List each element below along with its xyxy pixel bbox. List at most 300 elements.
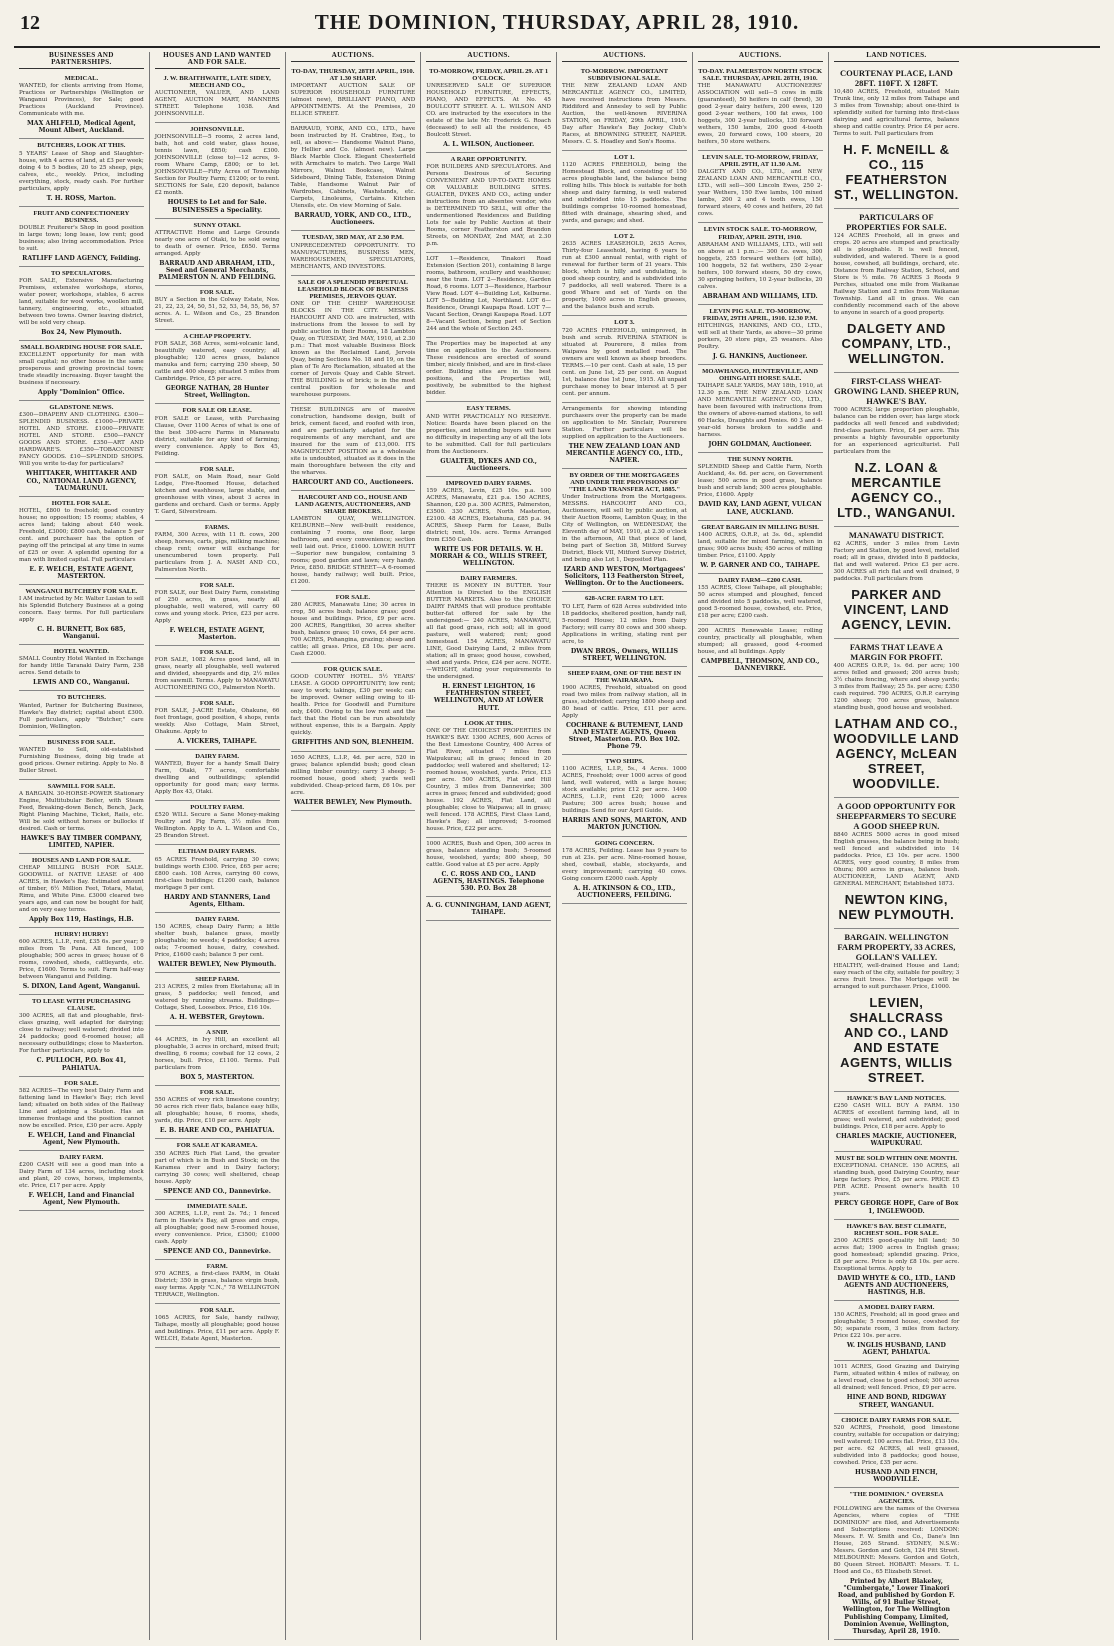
ad-body-text: FOR SALE, 1082 Acres good land, all in grass, nearly all ploughable, well watered and divided, sheepyards and dip, 2½ miles from sawmill. Terms. Apply to MANAWATU AUCTIONEERING CO., Palmerston North. [154,657,280,692]
ad-signature: COCHRANE & BUTEMENT, LAND AND ESTATE AGENTS, Queen Street, Masterton. P.O. Box 102. Phone 79. [565,721,683,751]
advertisement [155,72,280,123]
advertisement [698,365,823,453]
ad-body-text: ONE OF THE CHOICEST PROPERTIES IN HAWKE'S BAY. 1300 ACRES, 600 Acres of the Best Limestone Country, 400 Acres of Flat River, situated 7 miles from Waipukurau; all in grass; fenced in 20 paddocks; well watered and sheltered; 12-roomed house, woolshed, yards. Price, £13 per acre. 500 ACRES, Flat and Hill Country, 3 miles from Dannevirke; 300 acres in grass; fenced and subdivided; good house. 192 ACRES, Flat Land, all ploughable; close to Waipawa; all in grass; well fenced. 178 ACRES, First Class Land, Hawke's Bay; all improved; 5-roomed house. Price, £22 per acre. [426,727,552,832]
ad-heading: A GOOD OPPORTUNITY FOR SHEEPFARMERS TO SECURE A GOOD SHEEP RUN. [836,801,957,832]
advertisement [834,1488,960,1640]
ad-body-text: 8840 ACRES 5000 acres in good mixed English grasses, the balance being in bush; well fenced and subdivided into 14 paddocks. Price, £3 10s. per acre. 1500 ACRES, very good country, 8 miles from Ohura; 800 acres in grass, balance bush. AUCTIONEER, LAND AGENT, AND GENERAL MERCHANT, Established 1873. [833,832,960,888]
advertisement [19,267,144,341]
ad-heading: DAIRY FARM. [59,1153,104,1161]
ad-body-text: 2635 ACRES LEASEHOLD, 2635 Acres, Thirty-four Leasehold, having 6 years to run at £300 annual rental, with right of renewal for further term of 21 years. This block, which is hilly and undulating, is good sheep country, and is subdivided into 7 paddocks, all well watered. There is a good Whare and set of Yards on the property, 1000 acres in English grasses, and the balance bush and scrub. [562,241,687,311]
ad-signature: THE NEW ZEALAND LOAN AND MERCANTILE AGENCY CO., LTD., NAPIER. [565,442,683,464]
ad-heading: BUSINESS FOR SALE. [47,738,116,746]
ad-heading: PARTICULARS OF PROPERTIES FOR SALE. [846,212,947,233]
ad-heading: CHOICE DAIRY FARMS FOR SALE. [841,1416,952,1424]
advertisement [291,663,416,751]
ad-heading: WANGANUI BUTCHERY FOR SALE. [25,587,138,595]
ad-body-text: CHEAP MILLING BUSH FOR SALE. GOODWILL of NATIVE LEASE of 400 ACRES, in Hawke's Bay. Estimated amount of timber, 6½ Million Feet, Totara, Matai, Rimu, and White Pine. £3000 cleared two years ago, and can now be bought for half, and on very easy terms. [19,865,144,913]
ad-body-text: 720 ACRES FREEHOLD, unimproved, in bush and scrub. RIVERINA STATION is situated at Pourerere, 8 miles from Waipawa by good metalled road. The owners are well known as sheep breeders. TERMS.—10 per cent. Cash at sale, 15 per cent. on June 1st, 25 per cent. on August 1st, balance due 1st June, 1915. All unpaid purchase money to bear interest at 5 per cent. per annum. [562,327,687,397]
ad-body-text: LOT 1—Residence, Tinakori Road Extension (Section 201), containing 8 large rooms, bathroom, scullery and washhouse; near the tram. LOT 2—Residence, Garden Road, 6 rooms. LOT 3—Residence, Harbour View Road. LOT 4—Building Lot, Kelburne. LOT 5—Building Lot, Northland. LOT 6—Residence, Orangi Kaupapa Road. LOT 7—Vacant Section, Orangi Kaupapa Road. LOT 8—Vacant Section, being part of Section 244 and the whole of Section 245. [426,256,551,333]
ad-signature: WALTER BEWLEY, New Plymouth. [158,960,277,968]
ad-heading: HAWKE'S BAY. BEST CLIMATE, RICHEST SOIL. FOR SALE. [846,1222,947,1237]
ad-heading: FOR SALE. [199,1306,235,1314]
advertisement [155,845,280,912]
advertisement [426,477,551,572]
ad-signature: GEORGE NATHAN, 28 Hunter Street, Wellington. [165,385,269,400]
advertisement [155,1260,280,1304]
ad-signature: W. P. GARNER AND CO., TAIHAPE. [700,561,820,569]
column [829,52,965,1640]
ad-body-text: FARM, 300 Acres, with 11 ft. cows, 200 sheep, horses, carts, pigs, milking machine; cheap rent; owner will exchange for unencumbered town property. Full particulars from J. A. NASH AND CO., Palmerston North. [154,531,280,573]
advertisement [698,521,823,574]
advertisement [155,286,280,330]
ad-body-text: 350 ACRES Rich Flat Land, the greater part of which is in Bush and Stock; on the Karamea river and in Dairy factory; carrying 30 cows; well sheltered, cheap house. Apply [154,1150,280,1185]
ad-body-text: 1120 ACRES FREEHOLD, being the Homestead Block, and consisting of 150 acres ploughable land, the balance being rolling hills. This block is suitable for both sheep and dairy farming, is well watered and subdivided into 15 paddocks. The buildings comprise 10-roomed homestead, fitted with drainage, shearing shed, and yards, and garage; and shed. [562,162,687,225]
ad-signature: WHITTAKER, WHITTAKER AND CO., NATIONAL LAND AGENCY, TAUMARUNUI. [25,470,137,492]
ad-signature: CHARLES MACKIE, AUCTIONEER, WAIPUKURAU. [836,1133,957,1148]
ad-heading: A MODEL DAIRY FARM. [858,1304,935,1312]
ad-signature: HUSBAND AND FINCH, WOODVILLE. [854,1468,938,1483]
columns [14,52,1100,1640]
advertisement [155,404,280,462]
ad-heading: MANAWATU DISTRICT. [848,530,944,541]
ad-heading: MEDICAL. [64,75,99,83]
column [421,52,557,1640]
ad-heading: SALE OF A SPLENDID PERPETUAL LEASEHOLD BLOCK OF BUSINESS PREMISES, JERVOIS QUAY. [297,278,409,300]
ad-heading: IMMEDIATE SALE. [186,1202,248,1210]
ad-heading: TUESDAY, 3RD MAY, AT 2.30 P.M. [301,234,404,242]
ad-heading: FOR QUICK SALE. [323,666,383,674]
ad-body-text: 1900 ACRES, Freehold, situated on good road two miles from railway station, all in grass, subdivided; carrying 1800 sheep and 80 head of cattle. Price, £11 per acre. Apply [562,684,687,719]
ad-heading: FOR SALE OR LEASE. [182,407,252,415]
advertisement [562,65,687,151]
advertisement [698,453,823,520]
ad-signature: T. H. ROSS, Marton. [46,194,117,202]
advertisement [698,625,823,677]
ad-heading: FARMS THAT LEAVE A MARGIN FOR PROFIT. [849,642,943,663]
ad-heading: FOR SALE. [199,465,235,473]
ad-heading: TO BUTCHERS. [56,694,106,702]
ad-signature: C. PULLOCH, P.O. Box 41, PAHIATUA. [36,1057,127,1072]
column [150,52,286,1640]
ad-signature: DALGETY AND COMPANY, LTD., WELLINGTON. [841,321,952,367]
ad-heading: FOR SALE. [199,289,235,297]
column [286,52,422,1640]
ad-body-text: ABRAHAM AND WILLIAMS, LTD., will sell on above at 1 p.m.:— 300 f.o. ewes, 300 hoggets, 255 forward wethers (off hills), 100 hoggets, 52 fat wethers, 250 2-year heifers, 100 forward steers, 50 dry cows, 30 springing heifers, 10 2-year bullocks, 20 calves. [697,241,823,290]
ad-body-text: FOR SALE, on Main Road, near Gold Lodge, Five-Roomed House, detached kitchen and washhouse, large stable, and greenhouse with vines, about 3 acres in gardens and orchard. Cash or terms. Apply T. Gard, Silverstream. [154,473,280,515]
ad-heading: TO-MORROW. IMPORTANT SUBDIVISIONAL SALE. [580,68,668,83]
ad-heading: A CHEAP PROPERTY. [183,333,251,341]
advertisement [291,591,416,663]
ad-heading: IMPROVED DAIRY FARMS. [445,479,532,487]
advertisement [291,752,416,811]
ad-heading: LOT 1. [614,154,635,162]
ad-signature: HINE AND BOND, RIDGWAY STREET, WANGANUI. [846,1394,946,1409]
ad-body-text: FOR SALE, Extensive Manufacturing Premises, extensive workshops, stores, water power, workshops, stables, 6 acres land, suitable for wool works, woollen mill, tannery, engineering, etc., situated between two towns. Owner leaving district, will be sold very cheap. [19,278,144,327]
ad-body-text: Under Instructions from the Mortgagees. MESSRS. HARCOURT AND CO., Auctioneers, will sell by public auction, at their Auction Rooms, Lambton Quay, in the City of Wellington, on WEDNESDAY, the Eleventh day of MAY, 1910, at 2.30 o'clock in the afternoon, All that piece of land, being part of Section 38, Mitford Survey District, Block VII, Mitford Survey District, and being also Lot 1, Deposited Plan. [562,494,687,564]
ad-body-text: EXCELLENT opportunity for man with small capital; no other house in the same prosperous and growing provincial town; trade steadily increasing. Buyer taught the business if necessary. [19,352,144,387]
advertisement [155,330,280,404]
ad-signature: JOHN GOLDMAN, Auctioneer. [708,441,812,449]
advertisement [291,123,416,231]
ad-signature: J. G. HANKINS, Auctioneer. [712,352,808,360]
ad-body-text: UNPRECEDENTED OPPORTUNITY. TO MANUFACTURERS, BUSINESS MEN, WAREHOUSEMEN, SPECULATORS, MERCHANTS, AND INVESTORS. [290,242,416,270]
advertisement [834,1220,960,1301]
ad-signature: BARRAUD AND ABRAHAM, LTD., Seed and General Merchants, PALMERSTON N. AND FEILDING. [158,259,276,281]
advertisement [834,798,960,929]
advertisement [834,1414,960,1488]
ad-body-text: FOR BUILDERS AND SPECULATORS. And Persons Desirous of Securing CONVENIENT AND UP-TO-DATE HOMES OR VALUABLE BUILDING SITES. GUALTER, DYKES AND CO., acting under instructions from an absentee vendor, who is DETERMINED TO SELL, will offer the undermentioned Residences and Building Lots for sale by Public Auction at their Rooms, corner Featherston and Brandon Streets, on MONDAY, 2nd MAY, at 2.30 p.m. [426,164,551,248]
ad-body-text: 44 ACRES, in Ivy Hill, an excellent all ploughable, 3 acres in orchard, mixed fruit; dwelling, 6 rooms; cowbail for 12 cows, 2 horses, bull. Price, £1100. Terms. Full particulars from [154,1037,280,1072]
advertisement [19,780,144,854]
ad-signature: NEWTON KING, NEW PLYMOUTH. [838,892,955,923]
ad-body-text: WANTED to Sell, old-established Furnishing Business, doing big trade at good prices. Owner retiring. Apply to No. 8 Buller Street. [19,746,144,774]
ad-signature: SPENCE AND CO., Dannevirke. [163,1247,271,1255]
ad-body-text: AUCTIONEER, VALUER, AND LAND AGENT, AUCTION MART, MANNERS STREET. Telephone 1038. And JOHNSONVILLE. [154,90,280,118]
column [14,52,150,1640]
ad-body-text: AND WITH PRACTICALLY NO RESERVE. Notice: Boards have been placed on the properties, and intending buyers will have no difficulty in inspecting any of all the lots to be submitted. Call for full particulars from the Auctioneers. [426,413,551,455]
ad-body-text: 1000 ACRES, Bush and Open, 300 acres in grass, balance standing bush; 5-roomed house, woolshed, yards; 800 sheep, 50 cattle. Good value at £5 per acre. Apply [426,840,551,868]
column [557,52,693,1640]
advertisement [834,1361,960,1413]
column-header: HOUSES AND LAND WANTED AND FOR SALE. [155,52,280,69]
ad-body-text: BUY a Section in the Colway Estate, Nos. 21, 22, 23, 24, 50, 51, 52, 53, 54, 55, 56, 57 acres. A. L. Wilson and Co., 25 Brandon Street. [154,297,280,325]
ad-signature: F. WELCH, Land and Financial Agent, New Plymouth. [28,1192,135,1207]
ad-body-text: BARRAUD, YORK, AND CO., LTD., have been instructed by H. Crabtree, Esq., to sell, as above:— Handsome Walnut Piano, by Hellier and Co. (almost new). Large Black Marble Clock. Elegant Chesterfield with Armchairs to match. Two Large Wall Mirrors, Walnut Bookcase, Walnut Sideboard, Dining Table, Extension Dining Table, Handsome Walnut Pair of Wardrobes, Cabinets, Washstands, etc. Carpets, Linoleums, Curtains. Kitchen Utensils, etc. On view Morning of Sale. [290,126,416,210]
ad-heading: LOT 2. [614,233,635,241]
ad-body-text: DOUBLE Fruiterer's Shop in good position in large town; long lease, low rent; good business; also living accommodation. Price to suit. [19,224,144,252]
ad-signature: PARKER AND VINCENT, LAND AGENCY, LEVIN. [841,587,952,633]
advertisement [19,1151,144,1211]
advertisement [19,72,144,139]
advertisement [19,854,144,928]
paper-title: THE DOMINION, THURSDAY, APRIL 28, 1910. [314,10,800,34]
advertisement [834,1092,960,1152]
ad-signature: MAX AHLFELD, Medical Agent, Mount Albert, Auckland. [26,120,136,135]
ad-body-text: SPLENDID Sheep and Cattle Farm, North Auckland, 4s. 6d. per acre, on Government lease; 500 acres in good grass, balance bush and scrub land; 300 acres ploughable. Price, £1600. Apply [697,464,823,499]
ad-body-text: 520 ACRES, Freehold, good limestone country, suitable for occupation or dairying; well watered; 100 acres flat. Price, £13 10s. per acre. 62 ACRES, all well grassed, subdivided into 8 paddocks; good house, cowshed. Price, £35 per acre. [833,1424,960,1466]
ad-signature: C. C. ROSS AND CO., LAND AGENTS, HASTINGS. Telephone 530. P.O. Box 28 [433,870,545,892]
masthead [14,10,1100,48]
ad-heading: MOAWHANGO, HUNTERVILLE, AND OHINGAITI HORSE SALE. [702,368,819,383]
advertisement [562,667,687,756]
ad-body-text: IMPORTANT AUCTION SALE OF SUPERIOR HOUSEHOLD FURNITURE (almost new), BRILLIANT PIANO, AND APPOINTMENTS. At the Premises, 20 ELLICE STREET. [290,83,416,118]
advertisement [155,750,280,801]
ad-signature: E. F. WELCH, ESTATE AGENT, MASTERTON. [29,565,134,580]
ad-heading: TO-DAY. PALMERSTON NORTH STOCK SALE. THURSDAY, APRIL 28TH, 1910. [698,68,823,83]
ad-body-text: 178 ACRES, Feilding. Lease has 9 years to run at 23s. per acre. Nine-roomed house, shed, cowbail, stable, stockyards, and every improvement; carrying 40 cows. Going concern £2000 cash. Apply [562,847,687,882]
ad-heading: JOHNSONVILLE. [190,126,245,134]
ad-body-text: 600 ACRES, L.I.P., rent, £35 6s. per year; 9 miles from Te Puna. All fenced, 100 ploughable; 500 acres in grass; house of 6 rooms, cowshed, sheds, cattleyards, etc. Price, £1600. Terms to suit. Farm half-way between Wanganui and Feilding. [19,939,144,981]
ad-body-text: EXCEPTIONAL CHANCE. 150 ACRES, all standing bush, good Dairying Country, near large factory. Price, £5 per acre. PRICE £5 PER ACRE. Present owner's health 10 years. [833,1163,960,1198]
advertisement [426,253,551,338]
ad-signature: H. ERNEST LEIGHTON, 16 FEATHERSTON STREET, WELLINGTON, AND AT LOWER HUTT. [433,683,544,712]
ad-signature: A. H. WEBSTER, Greytown. [169,1014,265,1021]
ad-signature: LATHAM AND CO., WOODVILLE LAND AGENCY, McLEAN STREET, WOODVILLE. [833,716,960,792]
ad-heading: HURRY! HURRY! [54,931,109,939]
advertisement [698,65,823,151]
column-header: AUCTIONS. [426,52,551,62]
advertisement [19,928,144,995]
advertisement [562,592,687,666]
ad-signature: GUALTER, DYKES AND CO., Auctioneers. [440,457,537,472]
ad-body-text: THE NEW ZEALAND LOAN AND MERCANTILE AGENCY CO., LIMITED, have received instructions from Messrs. Riddiford and Annesley to sell by Public Auction, the well-known RIVERINA STATION, on FRIDAY, 29th APRIL, 1910. Day after Hawke's Bay Jockey Club's Races, at BROWNING STREET, NAPIER. Messrs. C. S. Hoadley and Son's Rooms. [562,83,687,146]
ad-body-text: 280 ACRES, Manawatu Line; 30 acres in crop, 50 acres bush; balance grass; good house and buildings. Price, £9 per acre. 200 ACRES, Rangitikei, 30 acres shelter bush, balance grass; 10 cows, £4 per acre. 700 ACRES, Pohangina, grazing; sheep and cattle; all grass. Price, £8 10s. per acre. Cash £2000. [290,602,416,658]
advertisement [698,223,823,304]
ad-body-text: WANTED, Buyer for a handy Small Dairy Farm, Otaki, 77 acres, comfortable dwelling and outbuildings; splendid opportunity for good man; easy terms. Apply Box 43, Otaki. [154,761,280,796]
advertisement [426,153,551,253]
ad-body-text: 1011 ACRES, Good Grazing and Dairying Farm, situated within 4 miles of railway, on a level road, close to good school; 300 acres all drained; well fenced. Price, £9 per acre. [833,1364,960,1392]
ad-heading: 628-ACRE FARM TO LET. [585,595,664,603]
ad-heading: GREAT BARGAIN IN MILLING BUSH. [701,523,819,531]
advertisement [155,697,280,750]
advertisement [426,572,551,716]
ad-body-text: JOHNSONVILLE—5 rooms, 2 acres land, bath, hot and cold water, glass house, tennis lawn, £850; cash £300. JOHNSONVILLE (close to)—12 acres, 9-room Whare Camp, £800; or to let. JOHNSONVILLE—Fifty Acres of Township Section for Poultry Farm; £1200; or to rent. SECTIONS for Sale, £20 deposit, balance £2 month. [154,134,280,197]
ad-heading: SHEEP FARM, ONE OF THE BEST IN THE WAIRARAPA. [567,669,681,684]
ad-heading: LEVIN SALE. TO-MORROW, FRIDAY, APRIL 29TH, AT 11.30 A.M. [702,154,819,169]
ad-heading: FOR SALE. [64,1079,99,1087]
advertisement [426,338,551,402]
ad-body-text: FOR SALE, our Best Dairy Farm, consisting of 250 acres, in grass, nearly all ploughable, well watered, will carry 60 cows and young stock. Price, £23 per acre. Apply [154,589,280,624]
ad-heading: BARGAIN. WELLINGTON FARM PROPERTY, 33 ACRES, GOLLAN'S VALLEY. [837,932,956,963]
ad-signature: A. VICKERS, TAIHAPE. [177,738,257,746]
ad-body-text: 2500 ACRES good-quality hill land; 50 acres flat; 1900 acres in English grass; good homestead; splendid grazing. Price, £8 per acre. Price is only £8 10s. per acre. Exceptional terms. Apply to [833,1237,960,1272]
ad-heading: DAIRY FARM. [195,915,239,923]
advertisement [155,913,280,973]
advertisement [155,801,280,845]
ad-heading: HAWKE'S BAY LAND NOTICES. [846,1095,946,1103]
ad-signature: Apply Box 119, Hastings, H.B. [29,916,134,923]
advertisement [155,1304,280,1348]
advertisement [155,1139,280,1199]
ad-body-text: 300 ACRES, all flat and ploughable, first-class grazing, well adapted for dairying; close to railway; well watered; divided into 24 paddocks; good 6-roomed house; all necessary outbuildings; close to Masterton. For further particulars, apply to [19,1013,144,1055]
ad-heading: FOR SALE. [199,700,235,708]
ad-signature: LEWIS AND CO., Wanganui. [33,679,130,687]
ad-body-text: 155 ACRES, Close Taihape, all ploughable; 50 acres stumped and ploughed, fenced and divided into 5 paddocks, well watered, good 5-roomed house, cowshed, etc. Price, £18 per acre; £200 cash. [697,584,823,619]
ad-signature: RATLIFF LAND AGENCY, Feilding. [22,254,141,262]
ad-body-text: 200 ACRES Renewable Lease; rolling country, practically all ploughable, when stumped; all grassed, good 4-roomed house, and all buildings. Apply [697,627,823,655]
ad-signature: H. F. McNEILL & CO., 115 FEATHERSTON ST., WELLINGTON. [833,142,959,203]
ad-heading: SUNNY OTAKI. [193,221,241,229]
ad-heading: FIRST-CLASS WHEAT-GROWING LAND. SHEEP RUN, HAWKE'S BAY. [834,376,959,407]
ad-body-text: 300 ACRES, L.I.P., rent 2s. 7d.; 1 fenced farm in Hawke's Bay, all grass and crops, all ploughable; good new 5-roomed house, every convenience. Price, £3500; £1000 cash. Apply [154,1210,280,1245]
ad-heading: LOOK AT THIS. [464,719,513,727]
advertisement [426,65,551,153]
advertisement [19,1077,144,1151]
advertisement [155,463,280,521]
ad-body-text: 65 ACRES Freehold, carrying 30 cows; buildings worth £300. Price, £65 per acre; £800 cash. 108 Acres, carrying 60 cows, first-class buildings; £1200 cash, balance mortgage 5 per cent. [154,856,280,891]
ad-signature: W. INGLIS HUSBAND, LAND AGENT, PAHIATUA. [846,1342,946,1357]
advertisement [19,497,144,585]
ad-signature: Printed by Albert Blakeley, "Cumbergate," Lower Tinakori Road, and published by Gordon F. Wills, of 91 Buller Street, Wellington, for The Wellington Publishing Company, Limited, Dominion Avenue, Wellington, Thursday, April 28, 1910. [837,1578,955,1635]
ad-body-text: UNRESERVED SALE OF SUPERIOR HOUSEHOLD FURNITURE, EFFECTS, PIANO, AND EFFECTS. At No. 45 BOULCOTT STREET. A. L. WILSON AND CO. are instructed by the executors in the estate of the late Mr. Frederick G. Roach (deceased) to sell all the residence, 45 Boulcott Street. [426,83,551,139]
ad-body-text: A BARGAIN. 30-HORSE-POWER Stationary Engine, Multitubular Boiler, with Steam Feed, Breaking-down Bench, Bench, Jack, Right Planing Machine, Ticket, Rails, etc. Will be sold without horses or bullocks if desired. Cash or terms. [19,790,144,832]
ad-signature: WALTER BEWLEY, New Plymouth. [293,798,412,806]
advertisement [155,521,280,579]
ad-signature: GRIFFITHS AND SON, BLENHEIM. [291,739,414,747]
ad-heading: FOR SALE. [199,648,235,656]
advertisement [155,1200,280,1260]
ad-heading: GOING CONCERN. [594,839,655,847]
advertisement [19,691,144,735]
ad-body-text: GOOD COUNTRY HOTEL. 5½ YEARS' LEASE. A GOOD OPPORTUNITY; low rent; easy to work; takings, £30 per week; can be improved. Owner selling owing to ill-health. Price for Goodwill and Furniture only, £400. Owing to the low rent and the fact that the Hotel can be run absolutely without expense, this is a Bargain. Apply quickly. [290,674,416,737]
ad-signature: E. B. HARE AND CO., PAHIATUA. [159,1127,275,1135]
ad-body-text: 1100 ACRES, L.I.P., 5s., 4 Acres. 1000 ACRES, Freehold; over 1000 acres of good land, well watered, with a large house; stock available; price £12 per acre. 1400 ACRES, L.I.P., rent £20; 1000 acres Pasture; 300 acres bush; house and buildings. Send for our April Guide. [562,766,687,815]
ad-body-text: 550 ACRES of very rich limestone country; 50 acres rich river flats, balance easy hills, all ploughable; house, 6 rooms, sheds, yards, dip. Price, £10 per acre. Apply [154,1097,280,1125]
ad-body-text: 124 ACRES Freehold, all in grass and crops. 20 acres are stumped and practically all is ploughable. It is well fenced, subdivided, and watered. There is a good house, cowshed, all buildings, orchard, etc. Distance from Railway Station, School, and Store is ½ mile. 76 ACRES 3 Roods 9 Perches, situated one mile from Waikanae Railway Station and 2 miles from Waikanae Township. Land all in grass. We can confidently recommend each of the above to anyone in search of a good property. [833,233,960,317]
column-header: BUSINESSES AND PARTNERSHIPS. [19,52,144,69]
ad-heading: DAIRY FARM. [195,753,239,761]
ad-body-text: HEALTHY, well-drained House and Land; easy reach of the city, suitable for poultry; 3 acres fruit trees. The Mortgage will be arranged to suit purchaser. Price, £1000. [833,963,960,991]
ad-heading: LEVIN PIG SALE. TO-MORROW, FRIDAY, 29TH APRIL, 1910. 12.30 P.M. [702,307,818,322]
ad-body-text: LAMBTON QUAY, WELLINGTON. KELBURNE—New well-built residence, containing 7 rooms, one floor, large bathroom, and every convenience; section well laid out. Price, £1600. LOWER HUTT—Superior new bungalow, containing 5 rooms; good garden and lawn; very handy. Price, £850. BRIDGE STREET—A 6-roomed house, handy railway; well built. Price, £1200. [290,516,416,586]
ad-body-text: Wanted, Partner for Butchering Business, Hawke's Bay district; capital about £300. Full particulars, apply "Butcher," care Dominion, Wellington. [19,702,144,730]
ad-heading: TWO SHIPS. [605,758,644,766]
advertisement [834,373,960,527]
advertisement [291,65,416,123]
advertisement [834,1152,960,1219]
ad-signature: CAMPBELL, THOMSON, AND CO., DANNEVIRKE. [700,657,820,672]
ad-signature: ABRAHAM AND WILLIAMS, LTD. [702,292,818,300]
ad-signature: HAWKE'S BAY TIMBER COMPANY, LIMITED, NAPIER. [20,834,143,849]
ad-body-text: TO LET, Farm of 628 Acres subdivided into 18 paddocks, sheltered position, handy rail, 5-roomed House; 12 miles from Dairy Factory; will carry 80 cows and 300 sheep. Applications in writing, stating rent per acre, to [562,603,687,645]
ad-signature: DWAN BROS., Owners, WILLIS STREET, WELLINGTON. [570,647,678,662]
advertisement [834,639,960,798]
advertisement [291,231,416,275]
ad-body-text: HITCHINGS, HANKINS, AND CO., LTD., will sell at their Yards, as above—30 prime porkers, 20 store pigs, 25 weaners. Also Poultry. [697,322,823,350]
advertisement [19,341,144,401]
advertisement [562,755,687,836]
ad-body-text: £520 WILL Secure a Sane Money-making Poultry and Pig Farm, 3½ miles from Wellington. Apply to A. L. Wilson and Co., 25 Brandon Street. [154,812,280,840]
ad-body-text: £200 CASH will see a good man into a Dairy Farm of 134 acres, including stock and plant, 20 cows, horses, implements, etc. Price, £17 per acre. Apply [19,1162,144,1190]
ad-heading: FOR SALE. [199,1089,235,1097]
ad-body-text: THERE IS MONEY IN BUTTER. Your Attention is Directed to the ENGLISH BUTTER MARKETS. Also to the CHOICE DAIRY FARMS that will produce profitable butter-fat offered for sale by the undersigned:— 240 ACRES, MANAWATU, all flat good grass, rich soil; all in good pasture, well watered; rent; good homestead. 154 ACRES, MANAWATU LINE, Good Dairying Land, 2 miles from station; all in grass; good house, cowshed, shed and yards. Price, £24 per acre. NOTE.—WEIGHT, stating your requirements to the undersigned. [426,583,551,681]
ad-signature: BOX 5, MASTERTON. [180,1074,255,1082]
ad-heading: SHEEP FARM. [195,975,240,983]
ad-signature: HARCOURT AND CO., Auctioneers. [292,478,414,486]
column-header: AUCTIONS. [698,52,823,62]
ad-signature: N.Z. LOAN & MERCANTILE AGENCY CO., LTD., WANGANUI. [837,460,956,521]
advertisement [155,973,280,1026]
ad-body-text: DALGETY AND CO., LTD., and NEW ZEALAND LOAN AND MERCANTILE CO., LTD., will sell—300 Lincoln Ewes, 250 2-year Wethers, 150 Ewe lambs, 100 mixed lambs, 200 2 and 4 tooth ewes, 150 forward steers, 40 cows and heifers, 20 fat cows. [697,169,823,218]
page-number: 12 [20,12,40,34]
ad-heading: J. W. BRAITHWAITE, LATE SIDEY, MEECH AND CO., [163,75,271,90]
column-header: AUCTIONS. [562,52,687,62]
ad-heading: BY ORDER OF THE MORTGAGEES AND UNDER THE PROVISIONS OF "THE LAND TRANSFER ACT, 1885." [568,471,681,494]
ad-body-text: FOR SALE, 368 Acres, semi-volcanic land, beautifully watered, easy country; all ploughable; 120 acres grass, balance manuka and fern; carrying 250 sheep, 50 cattle and 400 sheep; situated 5 miles from Cambridge. Price, £5 per acre. [154,341,280,383]
ad-heading: HOUSES AND LAND FOR SALE. [32,856,131,864]
ad-heading: TO-DAY, THURSDAY, 28TH APRIL, 1910. AT 1.30 SHARP. [291,68,415,83]
ad-heading: DAIRY FARM—£200 CASH. [718,576,802,584]
ad-body-text: HOTEL, £800 to freehold; good country house; no opposition; 15 rooms; stables, 4 acres land; taking about £40 week. Freehold, £3000; £800 cash, balance 5 per cent. and purchaser has the option of paying off the principal at any time in sums of £25 or over. A splendid opening for a man with limited capital. Full particulars [19,507,144,563]
ad-signature: IZARD AND WESTON, Mortgagees' Solicitors, 113 Featherston Street, Wellington. Or to the Auctioneers. [563,566,686,588]
ad-heading: FARMS. [204,523,230,531]
ad-heading: SMALL BOARDING HOUSE FOR SALE. [20,344,143,352]
advertisement [19,585,144,645]
advertisement [155,123,280,218]
ad-heading: GLADSTONE NEWS. [49,404,114,412]
ad-signature: PERCY GEORGE HOPE, Care of Box 1, INGLEWOOD. [834,1200,959,1215]
ad-body-text: ONE OF THE CHIEF WAREHOUSE BLOCKS IN THE CITY. MESSRS. HARCOURT AND CO. are instructed, with instructions from the lessee to sell by public auction in their Rooms, 18 Lambton Quay, on TUESDAY, 3rd MAY, 1910, at 2.30 p.m.: That most valuable Business Block known as the Reclaimed Land, Jervois Quay, being Sections No. 18 and 19, on the plan of Te Aro Reclamation, situated at the corner of Jervois Quay and Cable Street. THE BUILDING is of brick; is in the most central position for wholesale and warehouse purposes. [290,300,416,398]
ad-signature: HOUSES to Let and for Sale. BUSINESSES a Speciality. [167,199,267,214]
ad-body-text: £250 CASH WILL BUY A FARM. 150 ACRES of excellent farming land, all in grass; well watered, and subdivided; good buildings. Price, £18 per acre. Apply to [833,1103,960,1131]
ad-body-text: 970 ACRES, a first-class FARM, in Otaki District; 350 in grass, balance virgin bush, easy terms. Apply "C.N.," 78 WELLINGTON TERRACE, Wellington. [154,1270,280,1298]
ad-heading: FARM. [206,1262,228,1270]
ad-heading: BUTCHERS, LOOK AT THIS. [37,142,126,150]
advertisement [291,491,416,591]
ad-body-text: THE MANAWATU AUCTIONEERS' ASSOCIATION will sell—5 cows in milk (guaranteed), 50 heifers in calf (bred), 30 good 2-year dairy heifers, 200 ewes, 120 good 2-year wethers, 100 fat ewes, 100 hoggets, 300 2-year bullocks, 130 forward wethers, 150 lambs, 200 good 4-tooth ewes, 20 forward cows, 100 steers, 20 heifers, 50 store wethers. [697,83,823,146]
ad-body-text: £300—DRAPERY AND CLOTHING. £300—SPLENDID BUSINESS. £1000—PRIVATE HOTEL AND STORE. £1000—PRIVATE HOTEL AND STORE. £500—FANCY GOODS AND STORE. £350—ART AND HARDWARE'S. £350—TOBACCONIST FANCY GOODS. £10—SPLENDID SHOPS. Will you write to-day for particulars? [19,412,144,468]
ad-body-text: THESE BUILDINGS are of massive construction, handsome design, built of brick, cement faced, and roofed with iron, and are particularly adapted for the requirements of any merchant, and are insured for the sum of £13,000. ITS MAGNIFICENT POSITION as a wholesale site is undoubted, situated as it does in the main thoroughfare between the city and the wharves. [290,406,416,476]
ad-signature: SPENCE AND CO., Dannevirke. [163,1187,271,1195]
advertisement [155,1086,280,1139]
ad-heading: FRUIT AND CONFECTIONERY BUSINESS. [33,209,130,224]
column-header: AUCTIONS. [291,52,416,62]
ad-heading: SAWMILL FOR SALE. [47,782,116,790]
ad-body-text: 62 ACRES, under 3 miles from Levin Factory and Station, by good level, metalled road; all in grass, divided into 8 paddocks, flat and well watered. Price £3 per acre. 300 ACRES all rich flat and well drained, 9 paddocks. Full particulars from [833,541,960,583]
ad-body-text: 150 ACRES, Freehold; all in good grass and ploughable; 5 roomed house, cowshed for 50; separate room, 3 miles from factory. Price £22 10s. per acre. [833,1312,960,1340]
ad-heading: MUST BE SOLD WITHIN ONE MONTH. [835,1155,958,1163]
advertisement [834,1301,960,1361]
ad-signature: Box 24, New Plymouth. [41,329,122,337]
ad-body-text: 5 YEARS' Lease of Shop and Slaughter-house, with 4 acres of land, at £3 per week; doing 4 to 5 bodies, 20 to 25 sheep, pigs, calves, etc., weekly. Price, including everything, stock, ready cash. For further particulars, apply [19,150,144,192]
ad-body-text: 150 ACRES, cheap Dairy Farm; a little shelter bush, balance grass, mostly ploughable; no weeds; 4 paddocks; 4 acres oats; 7-roomed house, dairy, cowshed. Price, £1600 cash; balance 5 per cent. [154,923,280,958]
ad-heading: FOR SALE. [199,581,235,589]
ad-heading: HOTEL WANTED. [53,648,109,656]
ad-body-text: ATTRACTIVE Home and Large Grounds nearly one acre of Otaki, to be sold owing to death of owner. Price, £650. Terms arranged. Apply [154,229,280,257]
ad-heading: COURTENAY PLACE, LAND 28FT. 110FT. X 128FT. [840,68,953,89]
advertisement [562,230,687,316]
ad-body-text: 1065 ACRES, for Sale, handy railway, Taihape, mostly all ploughable; good house and buildings. Price, £11 per acre. Apply F. WELCH, Estate Agent, Masterton. [154,1315,280,1343]
ad-heading: A SNIP. [206,1029,229,1037]
ad-heading: HARCOURT AND CO., HOUSE AND LAND AGENTS, AUCTIONEERS, AND SHARE BROKERS. [295,493,411,516]
ad-heading: POULTRY FARM. [190,804,244,812]
ad-signature: A. L. WILSON, Auctioneer. [443,141,535,149]
advertisement [426,897,551,921]
advertisement [426,838,551,897]
ad-body-text: 7000 ACRES; large proportion ploughable, balance can be ridden over; has large stock paddocks all well fenced and subdivided; first-class pasture. Price, £4 per acre. This presents a highly favourable opportunity for an experienced agriculturist. Full particulars from the [833,407,960,456]
ad-body-text: The Properties may be inspected at any time on application to the Auctioneers. These residences are erected of sound timber, nicely finished, and are in first-class order. Building sites are in the best positions, and the Properties will, positively, be submitted to the highest bidder. [426,341,551,397]
advertisement [562,151,687,230]
advertisement [155,646,280,697]
advertisement [834,527,960,639]
ad-body-text: 10,480 ACRES, Freehold, situated Main Trunk line, only 12 miles from Taihape and 3 miles from Township; about one-third is splendidly suited for turning into first-class dairying and agricultural farms, balance sheep and cattle country. Price £4 per acre. Terms to suit. Full particulars from [833,89,960,138]
ad-signature: S. DIXON, Land Agent, Wanganui. [22,983,141,991]
advertisement [834,929,960,1092]
ad-heading: "THE DOMINION." OVERSEA AGENCIES. [849,1490,944,1505]
ad-body-text: SMALL Country Hotel Wanted in Exchange for handy little Taranaki Dairy Farm, 238 acres. Send details to [19,656,144,677]
ad-signature: E. WELCH, Land and Financial Agent, New Plymouth. [28,1131,135,1146]
advertisement [562,403,687,469]
advertisement [698,574,823,625]
advertisement [19,207,144,267]
ad-heading: THE SUNNY NORTH. [727,456,793,464]
ad-heading: DAIRY FARMERS. [460,575,517,583]
ad-body-text: 159 ACRES, Levin, £25 10s. p.a. 100 ACRES, Manawatu, £21 p.a. 150 ACRES, Shannon, £20 p.a. 300 ACRES, Palmerston, £3500. 330 ACRES, North Masterton, £2100. 48 ACRES, Eketahuna, £85 p.a. 94 ACRES, Sheep Farm for Lease, Bulls district; rent, 10s. acre. Terms Arranged from £350 Cash. [426,487,551,543]
ad-body-text: 1400 ACRES, O.R.P., at 3s. 6d., splendid land, suitable for mixed farming, when in grass; 900 acres bush; 450 acres of milling timber. Price, £1100. Apply [697,531,823,559]
advertisement [562,469,687,593]
ad-body-text: Arrangements for showing intending purchasers over the property can be made on application to Mr. Sinclair, Pourerere Station. Further particulars will be supplied on application to the Auctioneers. [562,405,687,440]
ad-body-text: WANTED, for clients arriving from Home, Practices or Partnerships (Wellington or Wanganui Provinces), for Sale; good Practices (Auckland Province). Communicate with me. [19,83,144,118]
ad-body-text: TAIHAPE SALE YARDS, MAY 18th, 1910, at 12.30 p.m. THE NEW ZEALAND LOAN AND MERCANTILE AGENCY CO., LTD., have been favoured with instructions from the owners of above-named stations, to sell 60 Hacks, Draughts and Ponies. 60 3 and 4-year-old horses broken to saddle and harness. [697,383,823,439]
ad-signature: DAVID WHYTE & CO., LTD., LAND AGENTS AND AUCTIONEERS, HASTINGS, H.B. [837,1274,956,1297]
advertisement [19,401,144,496]
ad-signature: Apply "Dominion" Office. [38,389,125,397]
ad-signature: BARRAUD, YORK, AND CO., LTD., Auctioneers. [294,212,412,227]
ad-heading: LOT 3. [614,319,635,327]
advertisement [562,837,687,904]
ad-heading: TO-MORROW, FRIDAY, APRIL 29. AT 1 O'CLOCK. [429,68,549,83]
ad-body-text: 582 ACRES—The very best Dairy Farm and fattening land in Hawke's Bay; rich level land; situated on both sides of the Railway Line and adjoining a Station. Has an immense frontage and the position cannot now be excelled. Price, £30 per acre. Apply [19,1087,144,1129]
